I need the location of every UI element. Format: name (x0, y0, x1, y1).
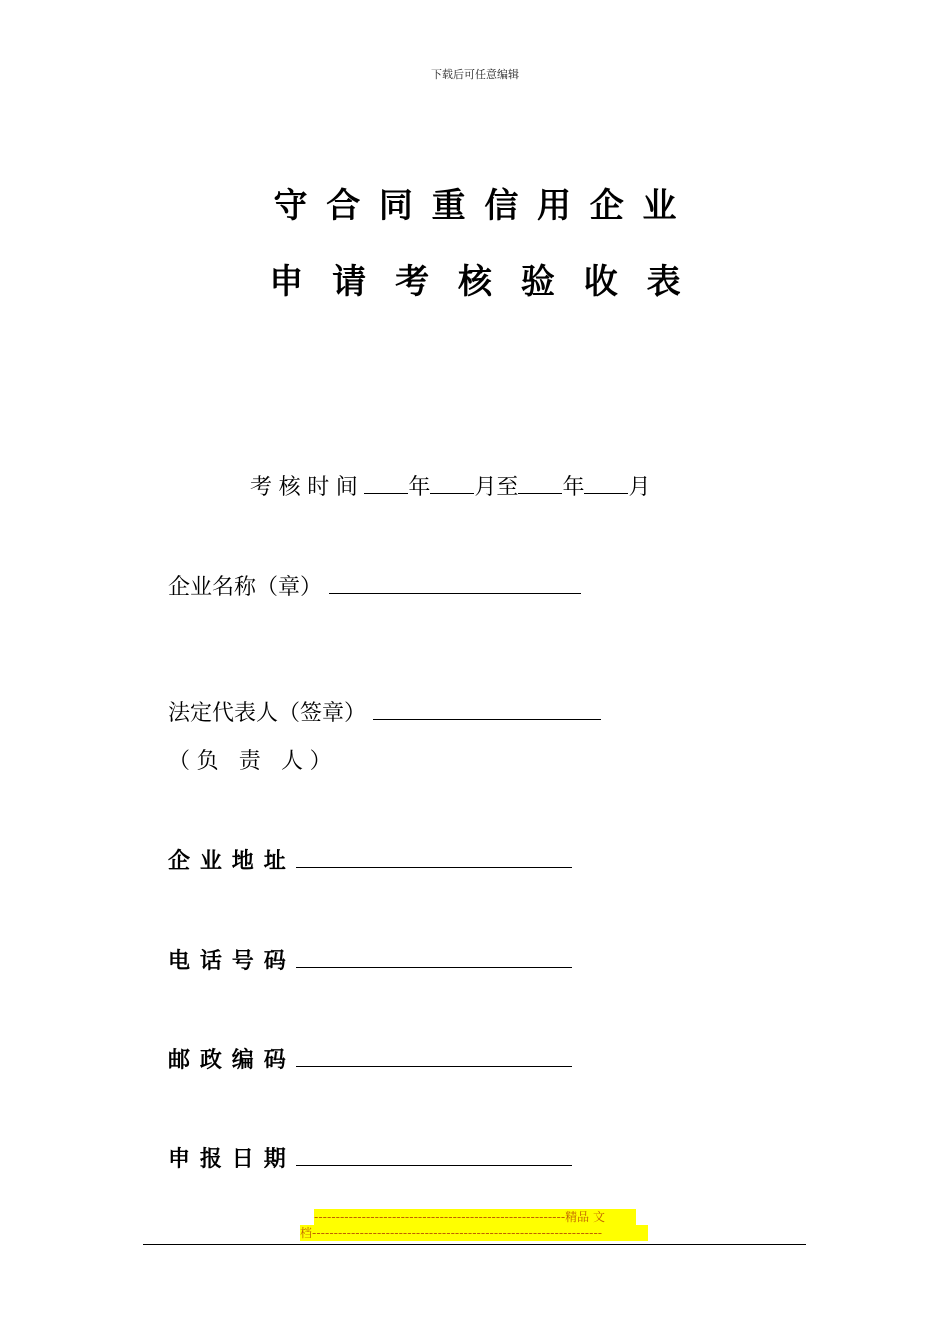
footer-watermark (300, 1209, 650, 1241)
footer-line-2: 档------------------------------------------------------------------- (300, 1225, 648, 1241)
responsible-person-row (168, 744, 338, 775)
address-blank[interactable] (296, 847, 572, 868)
application-date-blank[interactable] (296, 1145, 572, 1166)
footer-rule (143, 1244, 806, 1245)
company-name-row (168, 570, 581, 601)
application-date-label: 申报日期 (168, 1146, 296, 1172)
address-label: 企业地址 (168, 848, 296, 874)
company-name-blank[interactable] (329, 573, 581, 594)
postal-code-label: 邮政编码 (168, 1047, 296, 1073)
month-to-label: 月至 (474, 475, 519, 500)
month-start-blank[interactable] (430, 475, 474, 494)
address-row (168, 844, 572, 875)
header-note: 下载后可任意编辑 (431, 68, 519, 81)
legal-rep-label: 法定代表人（签章） (168, 701, 367, 726)
year-end-blank[interactable] (518, 475, 562, 494)
year-label-2: 年 (562, 475, 585, 500)
postal-code-blank[interactable] (296, 1046, 572, 1067)
phone-row (168, 944, 572, 975)
phone-label: 电话号码 (168, 948, 296, 974)
responsible-person-label: （负 责 人） (168, 749, 339, 774)
phone-blank[interactable] (296, 947, 572, 968)
year-label-1: 年 (408, 475, 431, 500)
month-label-2: 月 (628, 475, 651, 500)
legal-rep-row (168, 696, 601, 727)
document-title-line-2: 申请考核验收表 (269, 262, 710, 302)
legal-rep-blank[interactable] (373, 699, 601, 720)
footer-line-1: ----------------------------------------------------------精品 文 (314, 1209, 636, 1225)
postal-code-row (168, 1043, 572, 1074)
month-end-blank[interactable] (584, 475, 628, 494)
application-date-row (168, 1142, 572, 1173)
review-period-label: 考核时间 (250, 475, 365, 500)
company-name-label: 企业名称（章） (168, 575, 323, 600)
review-period-row (250, 470, 650, 501)
year-start-blank[interactable] (364, 475, 408, 494)
document-title-line-1: 守合同重信用企业 (273, 186, 696, 226)
